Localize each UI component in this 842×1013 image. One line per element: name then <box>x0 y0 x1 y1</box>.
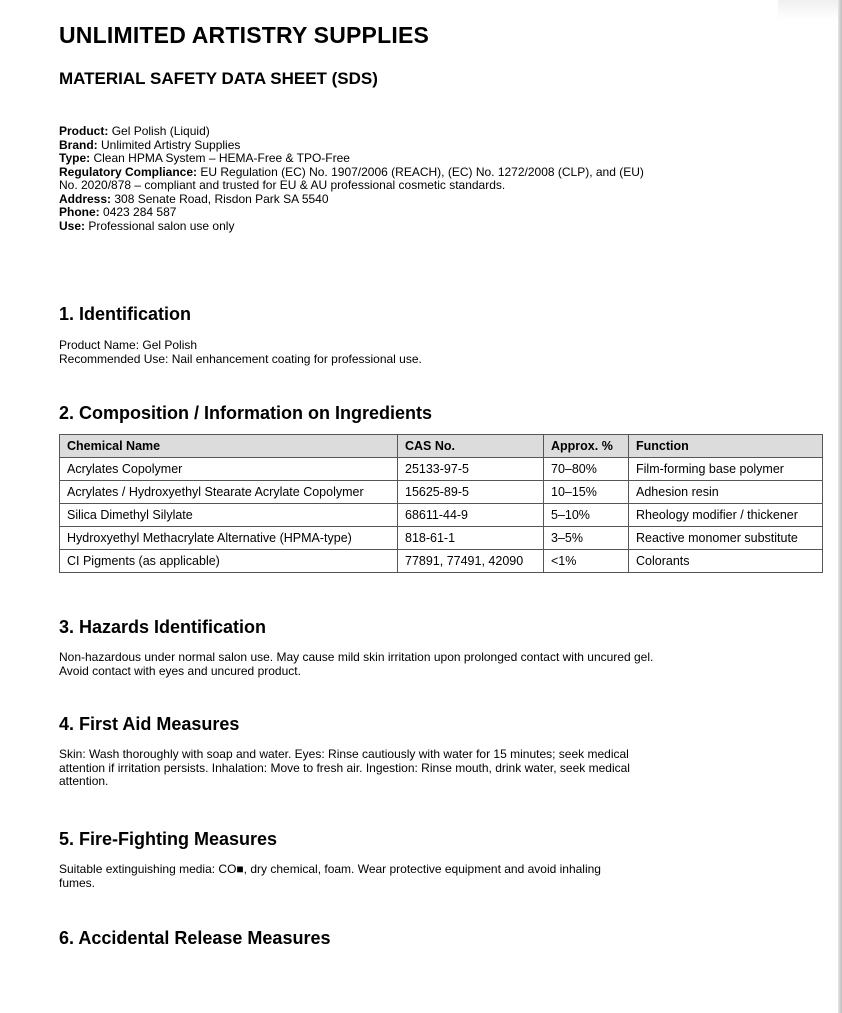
col-cas-no: CAS No. <box>398 435 544 458</box>
table-row <box>60 527 823 550</box>
recommended-use-line: Recommended Use: Nail enhancement coating for professional use. <box>59 351 422 366</box>
cell-chemical-name: Silica Dimethyl Silylate <box>60 504 398 527</box>
cell-percent: 5–10% <box>544 504 629 527</box>
cell-percent: 3–5% <box>544 527 629 550</box>
info-line-phone: Phone: 0423 284 587 <box>59 205 177 219</box>
cell-cas-no: 25133-97-5 <box>398 458 544 481</box>
info-line-brand: Brand: Unlimited Artistry Supplies <box>59 137 241 152</box>
col-function: Function <box>629 435 823 458</box>
info-line-address: Address: 308 Senate Road, Risdon Park SA 5540 <box>59 191 329 206</box>
company-name: UNLIMITED ARTISTRY SUPPLIES <box>59 22 430 48</box>
section-2-title: 2. Composition / Information on Ingredients <box>59 403 432 423</box>
table-header-row <box>60 435 823 458</box>
scrollbar[interactable] <box>838 0 842 1013</box>
cell-percent: <1% <box>544 550 629 573</box>
cell-chemical-name: CI Pigments (as applicable) <box>60 550 398 573</box>
section-5-title: 5. Fire-Fighting Measures <box>59 829 278 849</box>
cell-function: Reactive monomer substitute <box>629 527 823 550</box>
section-1-title: 1. Identification <box>59 304 192 324</box>
info-line-use: Use: Professional salon use only <box>59 218 235 233</box>
table-row <box>60 458 823 481</box>
section-3-body: Non-hazardous under normal salon use. May cause mild skin irritation upon prolonged contact with uncured gel. Avoid contact with eyes and uncured product. <box>59 650 654 678</box>
info-line-product: Product: Gel Polish (Liquid) <box>59 124 210 138</box>
cell-percent: 10–15% <box>544 481 629 504</box>
cell-chemical-name: Hydroxyethyl Methacrylate Alternative (HPMA-type) <box>60 527 398 550</box>
cell-function: Film-forming base polymer <box>629 458 823 481</box>
info-line-type: Type: Clean HPMA System – HEMA-Free & TPO-Free <box>59 151 350 165</box>
cell-cas-no: 68611-44-9 <box>398 504 544 527</box>
cell-function: Adhesion resin <box>629 481 823 504</box>
cell-chemical-name: Acrylates Copolymer <box>60 458 398 481</box>
table-row <box>60 550 823 573</box>
page-corner-shadow <box>778 0 838 20</box>
section-4-title: 4. First Aid Measures <box>59 714 240 734</box>
cell-cas-no: 77891, 77491, 42090 <box>398 550 544 573</box>
cell-cas-no: 15625-89-5 <box>398 481 544 504</box>
cell-percent: 70–80% <box>544 458 629 481</box>
section-3-title: 3. Hazards Identification <box>59 617 267 637</box>
table-row <box>60 504 823 527</box>
document-title: MATERIAL SAFETY DATA SHEET (SDS) <box>59 69 378 88</box>
table-row <box>60 481 823 504</box>
info-line-regulatory: Regulatory Compliance: EU Regulation (EC) No. 1907/2006 (REACH), (EC) No. 1272/2008 (CLP), and (EU) No. 2020/878 – compliant and trusted for EU & AU professional cosmetic standards. <box>59 164 644 192</box>
cell-chemical-name: Acrylates / Hydroxyethyl Stearate Acrylate Copolymer <box>60 481 398 504</box>
composition-table <box>59 434 823 573</box>
cell-cas-no: 818-61-1 <box>398 527 544 550</box>
cell-function: Colorants <box>629 550 823 573</box>
product-info-block <box>59 125 659 233</box>
section-6-title: 6. Accidental Release Measures <box>59 928 331 948</box>
cell-function: Rheology modifier / thickener <box>629 504 823 527</box>
section-1-body <box>59 339 422 366</box>
col-approx-percent: Approx. % <box>544 435 629 458</box>
col-chemical-name: Chemical Name <box>60 435 398 458</box>
product-name-line: Product Name: Gel Polish <box>59 338 198 352</box>
section-4-body: Skin: Wash thoroughly with soap and water. Eyes: Rinse cautiously with water for 15 minutes; seek medical attention if irritation persists. Inhalation: Move to fresh air. Ingestion: Rinse mouth, drink water, seek medical attention. <box>59 747 630 788</box>
section-5-body: Suitable extinguishing media: CO■, dry chemical, foam. Wear protective equipment and avoid inhaling fumes. <box>59 862 601 890</box>
